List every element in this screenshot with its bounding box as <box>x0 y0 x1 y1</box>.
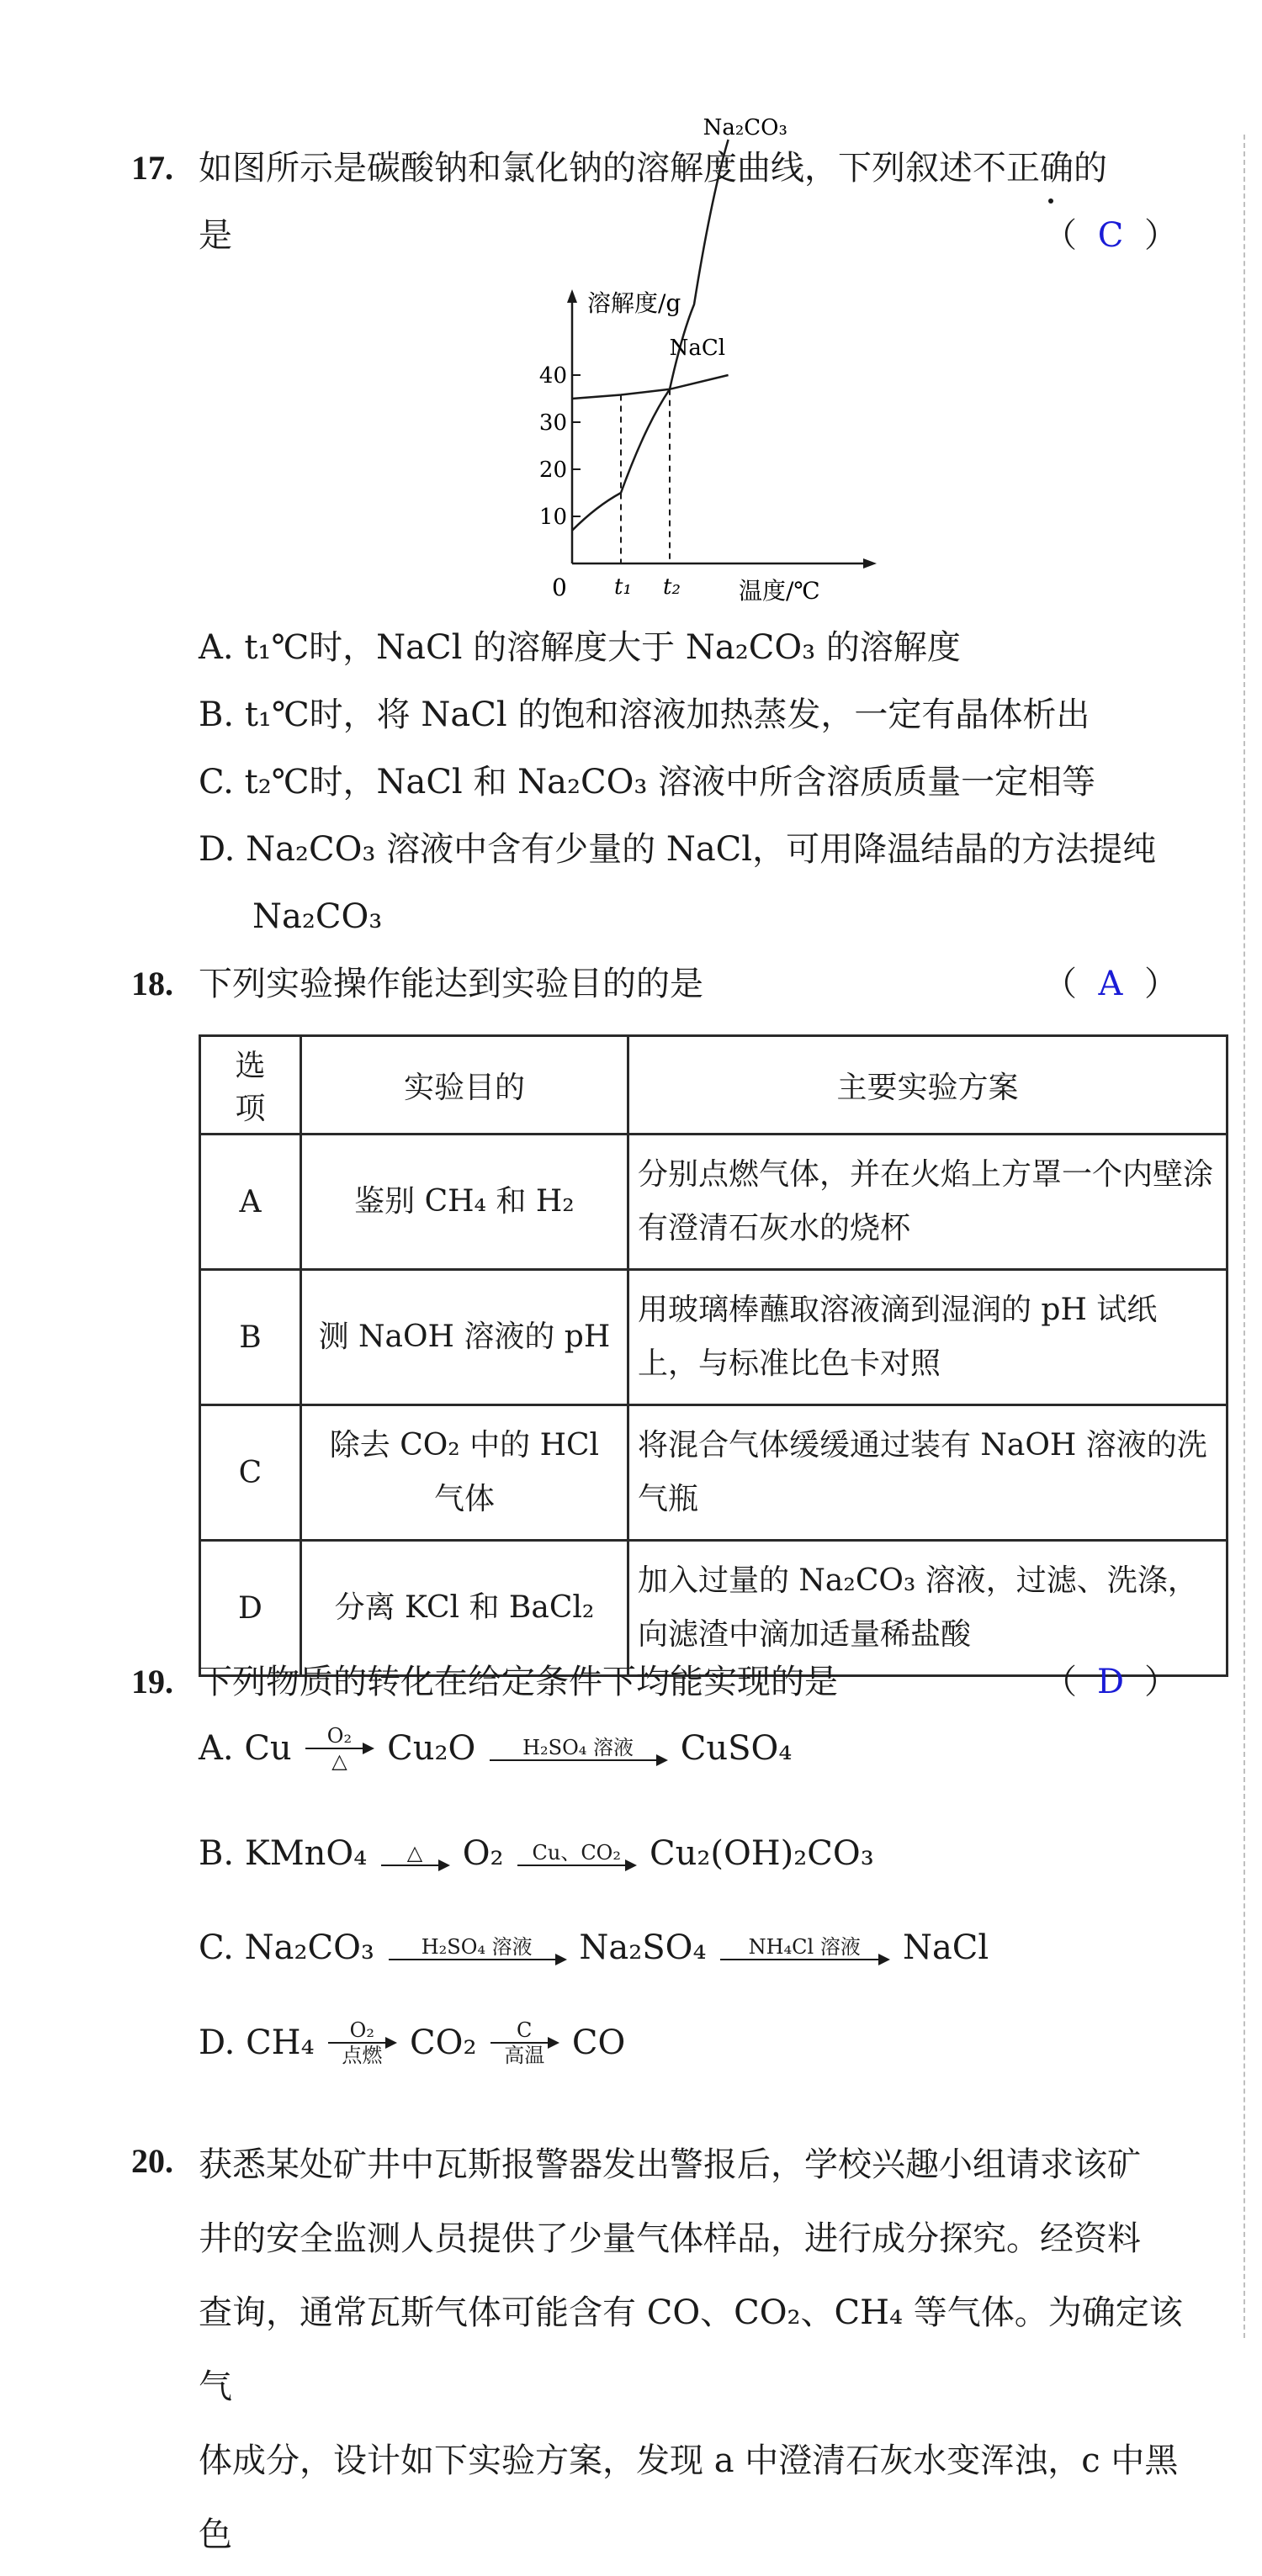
question-20-paragraph <box>199 2128 1208 2572</box>
reaction-arrow <box>389 1935 565 1960</box>
intermediate: Na₂SO₄ <box>579 1928 707 1967</box>
y-tick-label: 40 <box>538 363 567 389</box>
arrow-shaft <box>305 1748 373 1749</box>
y-axis-arrow <box>567 289 577 303</box>
y-axis-label: 溶解度/g <box>587 289 681 317</box>
arrow-shaft <box>490 1759 666 1761</box>
question-number: 17. <box>131 149 173 187</box>
q17-option-d-continued <box>252 891 382 942</box>
plan-cell: 分别点燃气体，并在火焰上方罩一个内壁涂有澄清石灰水的烧杯 <box>628 1135 1227 1270</box>
intermediate: Cu₂O <box>387 1729 476 1768</box>
q17-option-c <box>199 757 1095 807</box>
paragraph-line: 查询，通常瓦斯气体可能含有 CO、CO₂、CH₄ 等气体。为确定该气 <box>199 2293 1183 2406</box>
intermediate: CO₂ <box>410 2023 477 2062</box>
table-row <box>200 1270 1228 1405</box>
plan-cell: 加入过量的 Na₂CO₃ 溶液，过滤、洗涤，向滤渣中滴加适量稀盐酸 <box>628 1541 1227 1676</box>
reaction-arrow <box>517 1841 635 1866</box>
reaction-c <box>199 1926 989 2010</box>
reaction-a <box>199 1724 792 1808</box>
arrow-condition-top: H₂SO₄ 溶液 <box>522 1736 634 1759</box>
origin-label: 0 <box>552 574 567 601</box>
x-tick-label: t₂ <box>663 574 681 600</box>
reaction-arrow <box>490 2018 558 2067</box>
q17-option-b <box>199 690 1090 740</box>
y-tick-label: 30 <box>538 410 567 436</box>
answer-bracket <box>1043 950 1178 1018</box>
arrow-shaft <box>720 1959 888 1960</box>
series-line-nacl <box>572 375 729 399</box>
option-cell: A <box>200 1135 301 1270</box>
arrow-shaft <box>389 1959 565 1960</box>
option-text: t₁℃时，NaCl 的溶解度大于 Na₂CO₃ 的溶解度 <box>244 628 961 667</box>
question-17 <box>131 135 1220 269</box>
purpose-cell: 测 NaOH 溶液的 pH <box>300 1270 628 1405</box>
option-text: Na₂CO₃ <box>252 897 383 936</box>
product: NaCl <box>902 1928 989 1967</box>
paragraph-line: 井的安全监测人员提供了少量气体样品，进行成分探究。经资料 <box>199 2219 1141 2258</box>
arrow-condition-bottom: 高温 <box>504 2044 545 2067</box>
arrow-shaft <box>490 2042 558 2044</box>
bracket-open: （ <box>1043 216 1077 255</box>
table-header: 主要实验方案 <box>628 1036 1227 1135</box>
option-label: B. <box>199 696 235 734</box>
reactant: Cu <box>244 1729 292 1768</box>
product: Cu₂(OH)₂CO₃ <box>649 1834 874 1873</box>
q17-option-d <box>199 824 1156 875</box>
option-label: C. <box>199 763 234 801</box>
table-row <box>200 1405 1228 1541</box>
experiment-table <box>199 1034 1228 1677</box>
reaction-arrow <box>305 1724 373 1773</box>
plan-cell: 将混合气体缓缓通过装有 NaOH 溶液的洗气瓶 <box>628 1405 1227 1541</box>
option-text: t₂℃时，NaCl 和 Na₂CO₃ 溶液中所含溶质质量一定相等 <box>244 763 1096 801</box>
option-label: B. <box>199 1834 235 1873</box>
answer-letter: D <box>1096 1663 1125 1701</box>
intermediate: O₂ <box>462 1834 504 1873</box>
question-number: 18. <box>131 965 173 1002</box>
reaction-d <box>199 2018 625 2103</box>
solubility-chart <box>538 115 892 606</box>
arrow-shaft <box>517 1865 635 1866</box>
question-19 <box>131 1648 1220 1716</box>
option-text: Na₂CO₃ 溶液中含有少量的 NaCl，可用降温结晶的方法提纯 <box>246 830 1157 869</box>
option-cell: D <box>200 1541 301 1676</box>
reaction-arrow <box>720 1935 888 1960</box>
bracket-open: （ <box>1043 1663 1077 1701</box>
plan-cell: 用玻璃棒蘸取溶液滴到湿润的 pH 试纸上，与标准比色卡对照 <box>628 1270 1227 1405</box>
x-axis-arrow <box>863 558 877 569</box>
question-number: 20. <box>131 2142 173 2180</box>
arrow-condition-top: NH₄Cl 溶液 <box>748 1935 861 1959</box>
option-label: A. <box>199 628 234 667</box>
bracket-open: （ <box>1043 965 1077 1003</box>
table-row <box>200 1135 1228 1270</box>
arrow-condition-top: C <box>517 2018 533 2042</box>
question-text-line2: 是 <box>199 216 232 255</box>
arrow-condition-top: △ <box>406 1841 423 1865</box>
option-label: D. <box>199 830 236 869</box>
paragraph-line: 获悉某处矿井中瓦斯报警器发出警报后，学校兴趣小组请求该矿 <box>199 2145 1141 2184</box>
arrow-condition-top: Cu、CO₂ <box>532 1841 621 1865</box>
question-number: 19. <box>131 1663 173 1701</box>
q17-option-a <box>199 622 961 673</box>
emphasis-dot <box>1048 198 1053 204</box>
answer-bracket <box>1043 1648 1178 1716</box>
arrow-shaft <box>381 1865 448 1866</box>
arrow-condition-top: H₂SO₄ 溶液 <box>421 1935 533 1959</box>
x-axis-label: 温度/℃ <box>739 577 820 605</box>
option-label: D. <box>199 2023 236 2062</box>
reaction-arrow <box>381 1841 448 1866</box>
series-label-nacl: NaCl <box>669 336 726 361</box>
y-tick-label: 20 <box>538 458 567 483</box>
option-text: t₁℃时，将 NaCl 的饱和溶液加热蒸发，一定有晶体析出 <box>244 696 1090 734</box>
bracket-close: ） <box>1144 216 1178 255</box>
arrow-shaft <box>328 2042 395 2044</box>
option-label: A. <box>199 1729 234 1768</box>
table-header-row <box>200 1036 1228 1135</box>
reaction-arrow <box>490 1736 666 1761</box>
paragraph-line: 体成分，设计如下实验方案，发现 a 中澄清石灰水变浑浊，c 中黑色 <box>199 2441 1179 2554</box>
question-text: 下列实验操作能达到实验目的的是 <box>199 965 703 1003</box>
table-header: 选 项 <box>200 1036 301 1135</box>
purpose-cell: 分离 KCl 和 BaCl₂ <box>300 1541 628 1676</box>
reactant: Na₂CO₃ <box>244 1928 374 1967</box>
reaction-b <box>199 1832 874 1916</box>
answer-letter: A <box>1098 965 1123 1003</box>
arrow-condition-top: O₂ <box>349 2018 374 2042</box>
reactant: CH₄ <box>246 2023 315 2062</box>
bracket-close: ） <box>1144 965 1178 1003</box>
arrow-condition-bottom: 点燃 <box>342 2044 383 2067</box>
option-cell: C <box>200 1405 301 1541</box>
product: CuSO₄ <box>680 1729 793 1768</box>
purpose-cell: 鉴别 CH₄ 和 H₂ <box>300 1135 628 1270</box>
table-header: 实验目的 <box>300 1036 628 1135</box>
answer-letter: C <box>1097 216 1124 255</box>
page-edge-line <box>1243 135 1245 2338</box>
question-text-line1: 如图所示是碳酸钠和氯化钠的溶解度曲线，下列叙述不正确的 <box>199 149 1107 188</box>
reactant: KMnO₄ <box>244 1834 368 1873</box>
answer-bracket <box>1043 202 1178 269</box>
option-label: C. <box>199 1928 234 1967</box>
y-tick-label: 10 <box>538 505 567 530</box>
arrow-condition-bottom: △ <box>331 1749 347 1773</box>
x-tick-label: t₁ <box>614 574 632 600</box>
question-18 <box>131 950 1220 1018</box>
series-label-na2co3: Na₂CO₃ <box>703 115 787 140</box>
bracket-close: ） <box>1144 1663 1178 1701</box>
question-text: 下列物质的转化在给定条件下均能实现的是 <box>199 1663 838 1701</box>
arrow-condition-top: O₂ <box>326 1724 353 1748</box>
reaction-arrow <box>328 2018 395 2067</box>
purpose-cell: 除去 CO₂ 中的 HCl 气体 <box>300 1405 628 1541</box>
option-cell: B <box>200 1270 301 1405</box>
product: CO <box>571 2023 626 2062</box>
